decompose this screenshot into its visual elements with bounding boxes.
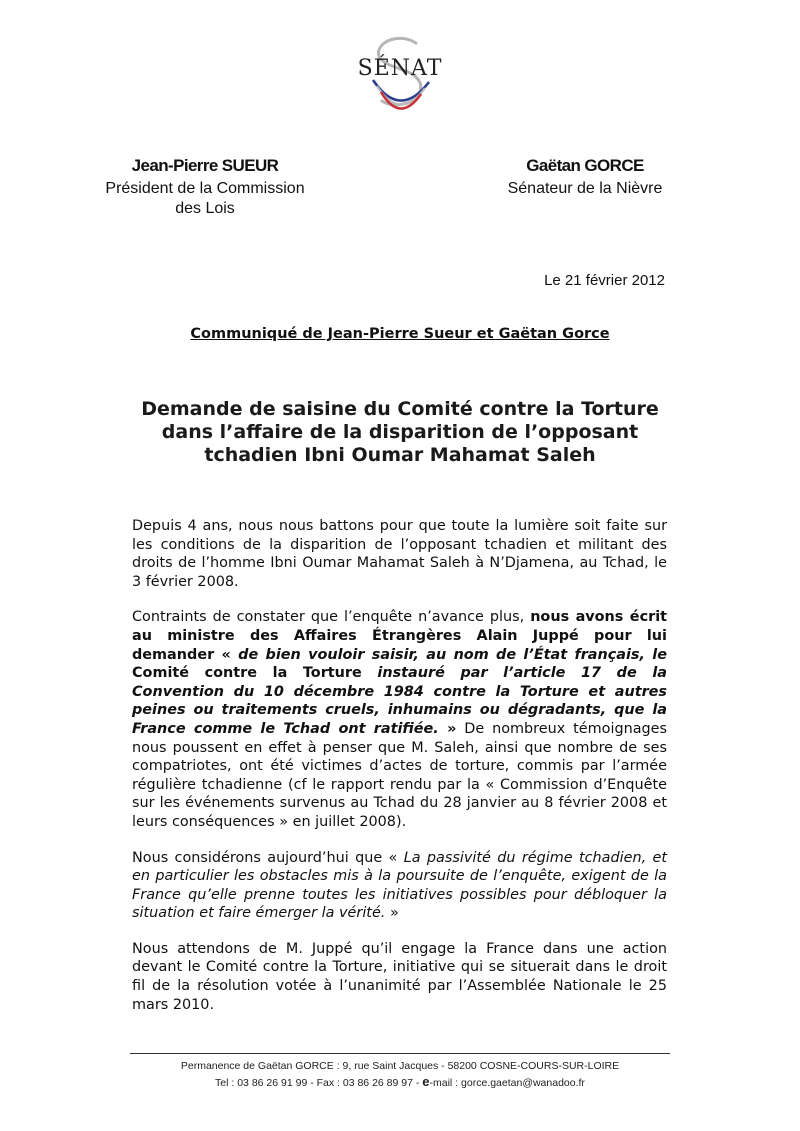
p3-intro: Nous considérons aujourd’hui que « [132, 849, 404, 866]
signatory-left [60, 156, 350, 219]
p2-bold-italic-1: de bien vouloir saisir, au nom de l’État français, le [238, 646, 667, 663]
signatory-title: Sénateur de la Nièvre [507, 180, 663, 197]
headline-line: Demande de saisine du Comité contre la Torture [141, 398, 659, 420]
signatory-name: Jean-Pierre SUEUR [131, 156, 279, 175]
p3-quote: La passivité du régime tchadien, et en particulier les obstacles mis à la poursuite de l’enquête, exigent de la France qu’elle prenne toutes les initiatives possibles pour débloquer la situation et faire émerger la vérité. [132, 849, 667, 922]
p2-intro: Contraints de constater que l’enquête n’avance plus, [132, 609, 531, 626]
senat-seal-icon [345, 36, 455, 126]
p2-bold: nous avons écrit au ministre des Affaires Étrangères Alain Juppé pour lui demander « [132, 609, 668, 663]
headline-line: tchadien Ibni Oumar Mahamat Saleh [204, 444, 596, 466]
paragraph-4: Nous attendons de M. Juppé qu’il engage la France dans une action devant le Comité contre la Torture, initiative qui se situerait dans le droit fil de la résolution votée à l’unanimité par l’Assemblée Nationale le 25 mars 2010. [132, 940, 667, 1013]
paragraph-1: Depuis 4 ans, nous nous battons pour que toute la lumière soit faite sur les conditions de la disparition de l’opposant tchadien et militant des droits de l’homme Ibni Oumar Mahamat Saleh à N’Djamena, au Tchad, le 3 février 2008. [132, 518, 667, 590]
footer-phone-fax: Tel : 03 86 26 91 99 - Fax : 03 86 26 89 97 - [215, 1077, 423, 1089]
p3-close: » [385, 905, 399, 922]
footer-address: Permanence de Gaëtan GORCE : 9, rue Saint Jacques - 58200 COSNE-COURS-SUR-LOIRE [180, 1060, 620, 1072]
signatory-right [450, 156, 720, 199]
document-date: Le 21 février 2012 [544, 272, 665, 289]
communique-title: Communiqué de Jean-Pierre Sueur et Gaëtan Gorce [190, 326, 610, 342]
senat-logo [345, 36, 455, 126]
footer-email: -mail : gorce.gaetan@wanadoo.fr [429, 1077, 585, 1089]
footer [0, 1059, 800, 1091]
body-text [132, 517, 667, 1031]
headline [100, 398, 700, 467]
footer-email-e: e [422, 1074, 430, 1089]
headline-line: dans l’affaire de la disparition de l’opposant [161, 421, 639, 443]
paragraph-3 [132, 849, 667, 923]
footer-contact [0, 1074, 800, 1091]
signatory-title: Président de la Commission des Lois [105, 180, 305, 217]
senat-logo-text: SÉNAT [357, 56, 443, 81]
p2-bold-italic-2: instauré par l’article 17 de la Convention du 10 décembre 1984 contre la Torture et autres peines ou traitements cruels, inhumains ou dégradants, que la France comme le Tchad ont ratifiée. [132, 665, 667, 737]
p2-rest: De nombreux témoignages nous poussent en effet à penser que M. Saleh, ainsi que nombre de ses compatriotes, ont été victimes d’actes de torture, commis par l’armée régulière tchadienne (cf le rapport rendu par la « Commission d’Enquête sur les événements survenus au Tchad du 28 janvier au 8 février 2008 et leurs conséquences » en juillet 2008). [132, 720, 668, 830]
signatory-name: Gaëtan GORCE [526, 156, 644, 175]
paragraph-2 [132, 608, 667, 831]
p2-bold-2: Comité contre la Torture [132, 665, 378, 682]
p2-bold-close: » [438, 720, 457, 737]
footer-divider [130, 1053, 670, 1054]
